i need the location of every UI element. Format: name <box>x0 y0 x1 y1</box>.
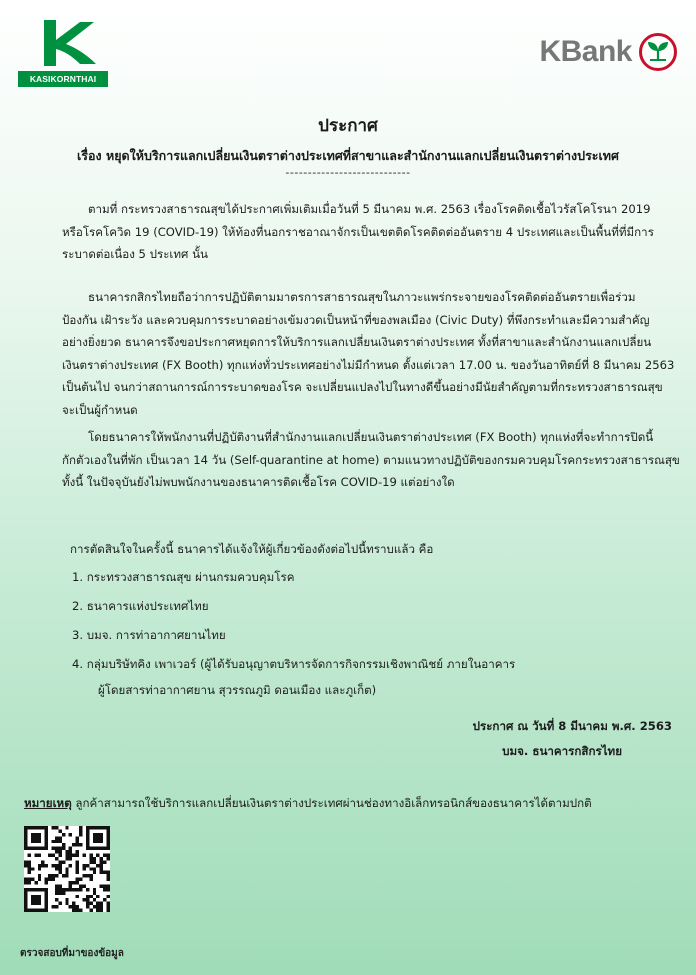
paragraph-line: กักตัวเองในที่พัก เป็นเวลา 14 วัน (Self-quarantine at home) ตามแนวทางปฏิบัติของกรมควบคุมโรคกระทรวงสาธารณสุข <box>62 452 680 467</box>
paragraph-line: เงินตราต่างประเทศ (FX Booth) ทุกแห่งทั่วประเทศอย่างไม่มีกำหนด ตั้งแต่เวลา 17.00 น. ของวันอาทิตย์ที่ 8 มีนาคม 2563 <box>62 357 675 372</box>
issuer-name: บมจ. ธนาคารกสิกรไทย <box>502 744 622 758</box>
paragraph-1 <box>62 198 674 266</box>
title-divider: ---------------------------- <box>285 166 411 179</box>
paragraph-line: ตามที่ กระทรวงสาธารณสุขได้ประกาศเพิ่มเติมเมื่อวันที่ 5 มีนาคม พ.ศ. 2563 เรื่องโรคติดเชื้อไวรัสโคโรนา 2019 <box>88 202 651 216</box>
paragraph-line: จะเป็นผู้กำหนด <box>62 402 138 417</box>
qr-code[interactable] <box>24 826 110 912</box>
kbank-leaf-icon <box>638 32 678 72</box>
recipients-list <box>72 566 515 708</box>
note-label: หมายเหตุ <box>24 796 72 810</box>
paragraph-line: หรือโรคโควิด 19 (COVID-19) ให้ท้องที่นอกราชอาณาจักรเป็นเขตติดโรคติดต่ออันตราย 4 ประเทศและเป็นพื้นที่ที่มีการ <box>62 224 654 239</box>
list-item: 4. กลุ่มบริษัทคิง เพาเวอร์ (ผู้ได้รับอนุญาตบริหารจัดการกิจกรรมเชิงพาณิชย์ ภายในอาคาร <box>72 657 516 671</box>
paragraph-line: ทั้งนี้ ในปัจจุบันยังไม่พบพนักงานของธนาคารติดเชื้อโรค COVID-19 แต่อย่างใด <box>62 475 455 489</box>
qr-caption: ตรวจสอบที่มาของข้อมูล <box>20 948 124 959</box>
list-item: 2. ธนาคารแห่งประเทศไทย <box>72 599 209 613</box>
paragraph-2 <box>62 286 674 421</box>
announcement-subject: เรื่อง หยุดให้บริการแลกเปลี่ยนเงินตราต่างประเทศที่สาขาและสำนักงานแลกเปลี่ยนเงินตราต่างประเทศ <box>77 148 619 163</box>
list-item-continuation: ผู้โดยสารท่าอากาศยาน สุวรรณภูมิ ดอนเมือง และภูเก็ต) <box>98 683 377 697</box>
paragraph-4 <box>62 538 674 561</box>
paragraph-line: อย่างยิ่งยวด ธนาคารจึงขอประกาศหยุดการให้บริการแลกเปลี่ยนเงินตราต่างประเทศ ทั้งที่สาขาและสำนักงานแลกเปลี่ยน <box>62 335 652 349</box>
kbank-logo <box>539 30 678 74</box>
kasikornthai-logo <box>18 18 110 86</box>
paragraph-line: ระบาดต่อเนื่อง 5 ประเทศ นั้น <box>62 247 208 261</box>
kasikorn-k-icon <box>30 18 98 68</box>
footer-note <box>24 795 592 813</box>
kasikornthai-wordmark: KASIKORNTHAI <box>18 71 108 87</box>
list-item: 1. กระทรวงสาธารณสุข ผ่านกรมควบคุมโรค <box>72 570 295 584</box>
page-title: ประกาศ <box>318 116 378 136</box>
paragraph-line: โดยธนาคารให้พนักงานที่ปฏิบัติงานที่สำนักงานแลกเปลี่ยนเงินตราต่างประเทศ (FX Booth) ทุกแห่งที่จะทำการปิดนี้ <box>88 430 654 444</box>
paragraph-line: การตัดสินใจในครั้งนี้ ธนาคารได้แจ้งให้ผู้เกี่ยวข้องดังต่อไปนี้ทราบแล้ว คือ <box>70 542 434 556</box>
kbank-wordmark: KBank <box>539 35 632 68</box>
note-text: ลูกค้าสามารถใช้บริการแลกเปลี่ยนเงินตราต่างประเทศผ่านช่องทางอิเล็กทรอนิกส์ของธนาคารได้ตามปกติ <box>71 796 592 810</box>
paragraph-line: เป็นต้นไป จนกว่าสถานการณ์การระบาดของโรค จะเปลี่ยนแปลงไปในทางดีขึ้นอย่างมีนัยสำคัญตามที่กระทรวงสาธารณสุข <box>62 380 663 394</box>
announcement-date: ประกาศ ณ วันที่ 8 มีนาคม พ.ศ. 2563 <box>472 719 672 733</box>
paragraph-3 <box>62 426 680 494</box>
list-item: 3. บมจ. การท่าอากาศยานไทย <box>72 628 226 642</box>
paragraph-line: ป้องกัน เฝ้าระวัง และควบคุมการระบาดอย่างเข้มงวดเป็นหน้าที่ของพลเมือง (Civic Duty) ที่พึงกระทำและมีความสำคัญ <box>62 312 650 327</box>
paragraph-line: ธนาคารกสิกรไทยถือว่าการปฏิบัติตามมาตรการสาธารณสุขในภาวะแพร่กระจายของโรคติดต่ออันตรายเพื่อร่วม <box>88 290 636 304</box>
